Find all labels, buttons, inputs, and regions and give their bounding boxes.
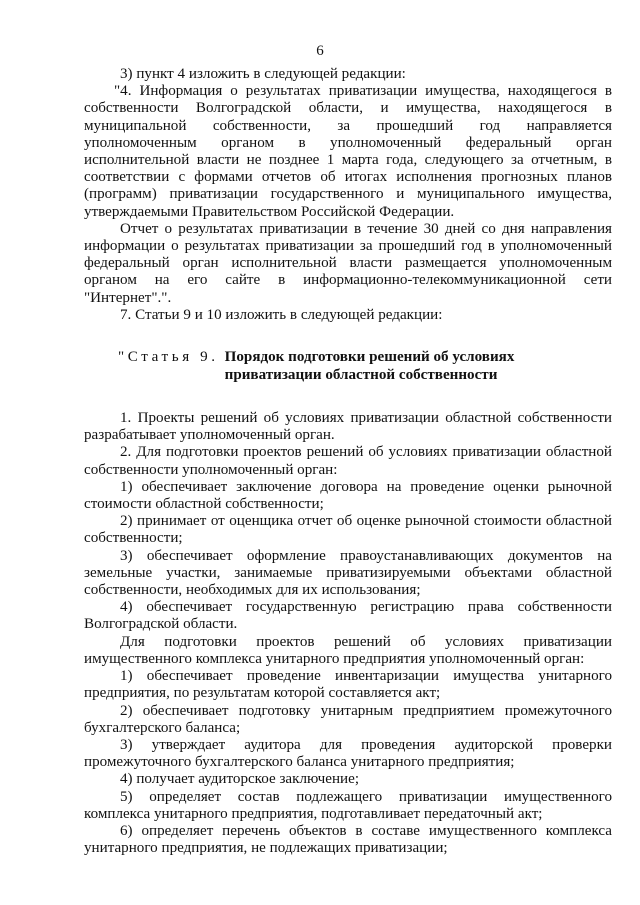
article-title: Порядок подготовки решений об условиях приватизации областной собственности: [224, 349, 515, 384]
paragraph: 6) определяет перечень объектов в составе имущественного комплекса унитарного предприятия, не подлежащих приватизации;: [84, 822, 612, 857]
paragraph: "4. Информация о результатах приватизации имущества, находящегося в собственности Волгоградской области, и имущества, находящегося в муниципальной собственности, за прошедший год направляется уполномоченным органом в уполномоченный федеральный орган исполнительной власти не позднее 1 марта года, следующего за отчетным, в соответствии с формами отчетов об итогах исполнения прогнозных планов (программ) приватизации государственного и муниципального имущества, утверждаемыми Правительством Российской Федерации.: [84, 83, 612, 220]
page-number: 6: [316, 43, 324, 59]
paragraph: 7. Статьи 9 и 10 изложить в следующей редакции:: [120, 306, 443, 323]
paragraph: 3) утверждает аудитора для проведения аудиторской проверки промежуточного бухгалтерского баланса унитарного предприятия;: [84, 736, 612, 771]
paragraph: 2) обеспечивает подготовку унитарным предприятием промежуточного бухгалтерского баланса;: [84, 702, 612, 736]
paragraph: 2) принимает от оценщика отчет об оценке рыночной стоимости областной собственности;: [84, 513, 612, 547]
paragraph: 1) обеспечивает заключение договора на проведение оценки рыночной стоимости областной собственности;: [84, 478, 612, 513]
paragraph: Отчет о результатах приватизации в течение 30 дней со дня направления информации о результатах приватизации за прошедший год в уполномоченный федеральный орган исполнительной власти размещается уполномоченным органом на его сайте в информационно-телекоммуникационной сети "Интернет".".: [84, 220, 612, 306]
article-heading: [84, 348, 612, 384]
paragraph: 5) определяет состав подлежащего приватизации имущественного комплекса унитарного предприятия, подготавливает передаточный акт;: [84, 788, 612, 822]
paragraph: 2. Для подготовки проектов решений об условиях приватизации областной собственности уполномоченный орган:: [84, 444, 612, 478]
paragraph: 4) получает аудиторское заключение;: [120, 771, 360, 788]
document-body: [84, 66, 612, 857]
paragraph: 1) обеспечивает проведение инвентаризации имущества унитарного предприятия, по результатам которой составляется акт;: [84, 668, 612, 702]
paragraph: 3) обеспечивает оформление правоустанавливающих документов на земельные участки, занимаемые приватизируемыми объектами областной собственности, необходимых для их использования;: [84, 547, 612, 599]
article-number: "Статья 9.: [118, 349, 219, 366]
paragraph: 4) обеспечивает государственную регистрацию права собственности Волгоградской области.: [84, 599, 612, 633]
paragraph: 3) пункт 4 изложить в следующей редакции:: [120, 66, 406, 82]
paragraph: Для подготовки проектов решений об условиях приватизации имущественного комплекса унитарного предприятия уполномоченный орган:: [84, 633, 612, 667]
paragraph: 1. Проекты решений об условиях приватизации областной собственности разрабатывает уполномоченный орган.: [84, 410, 612, 444]
